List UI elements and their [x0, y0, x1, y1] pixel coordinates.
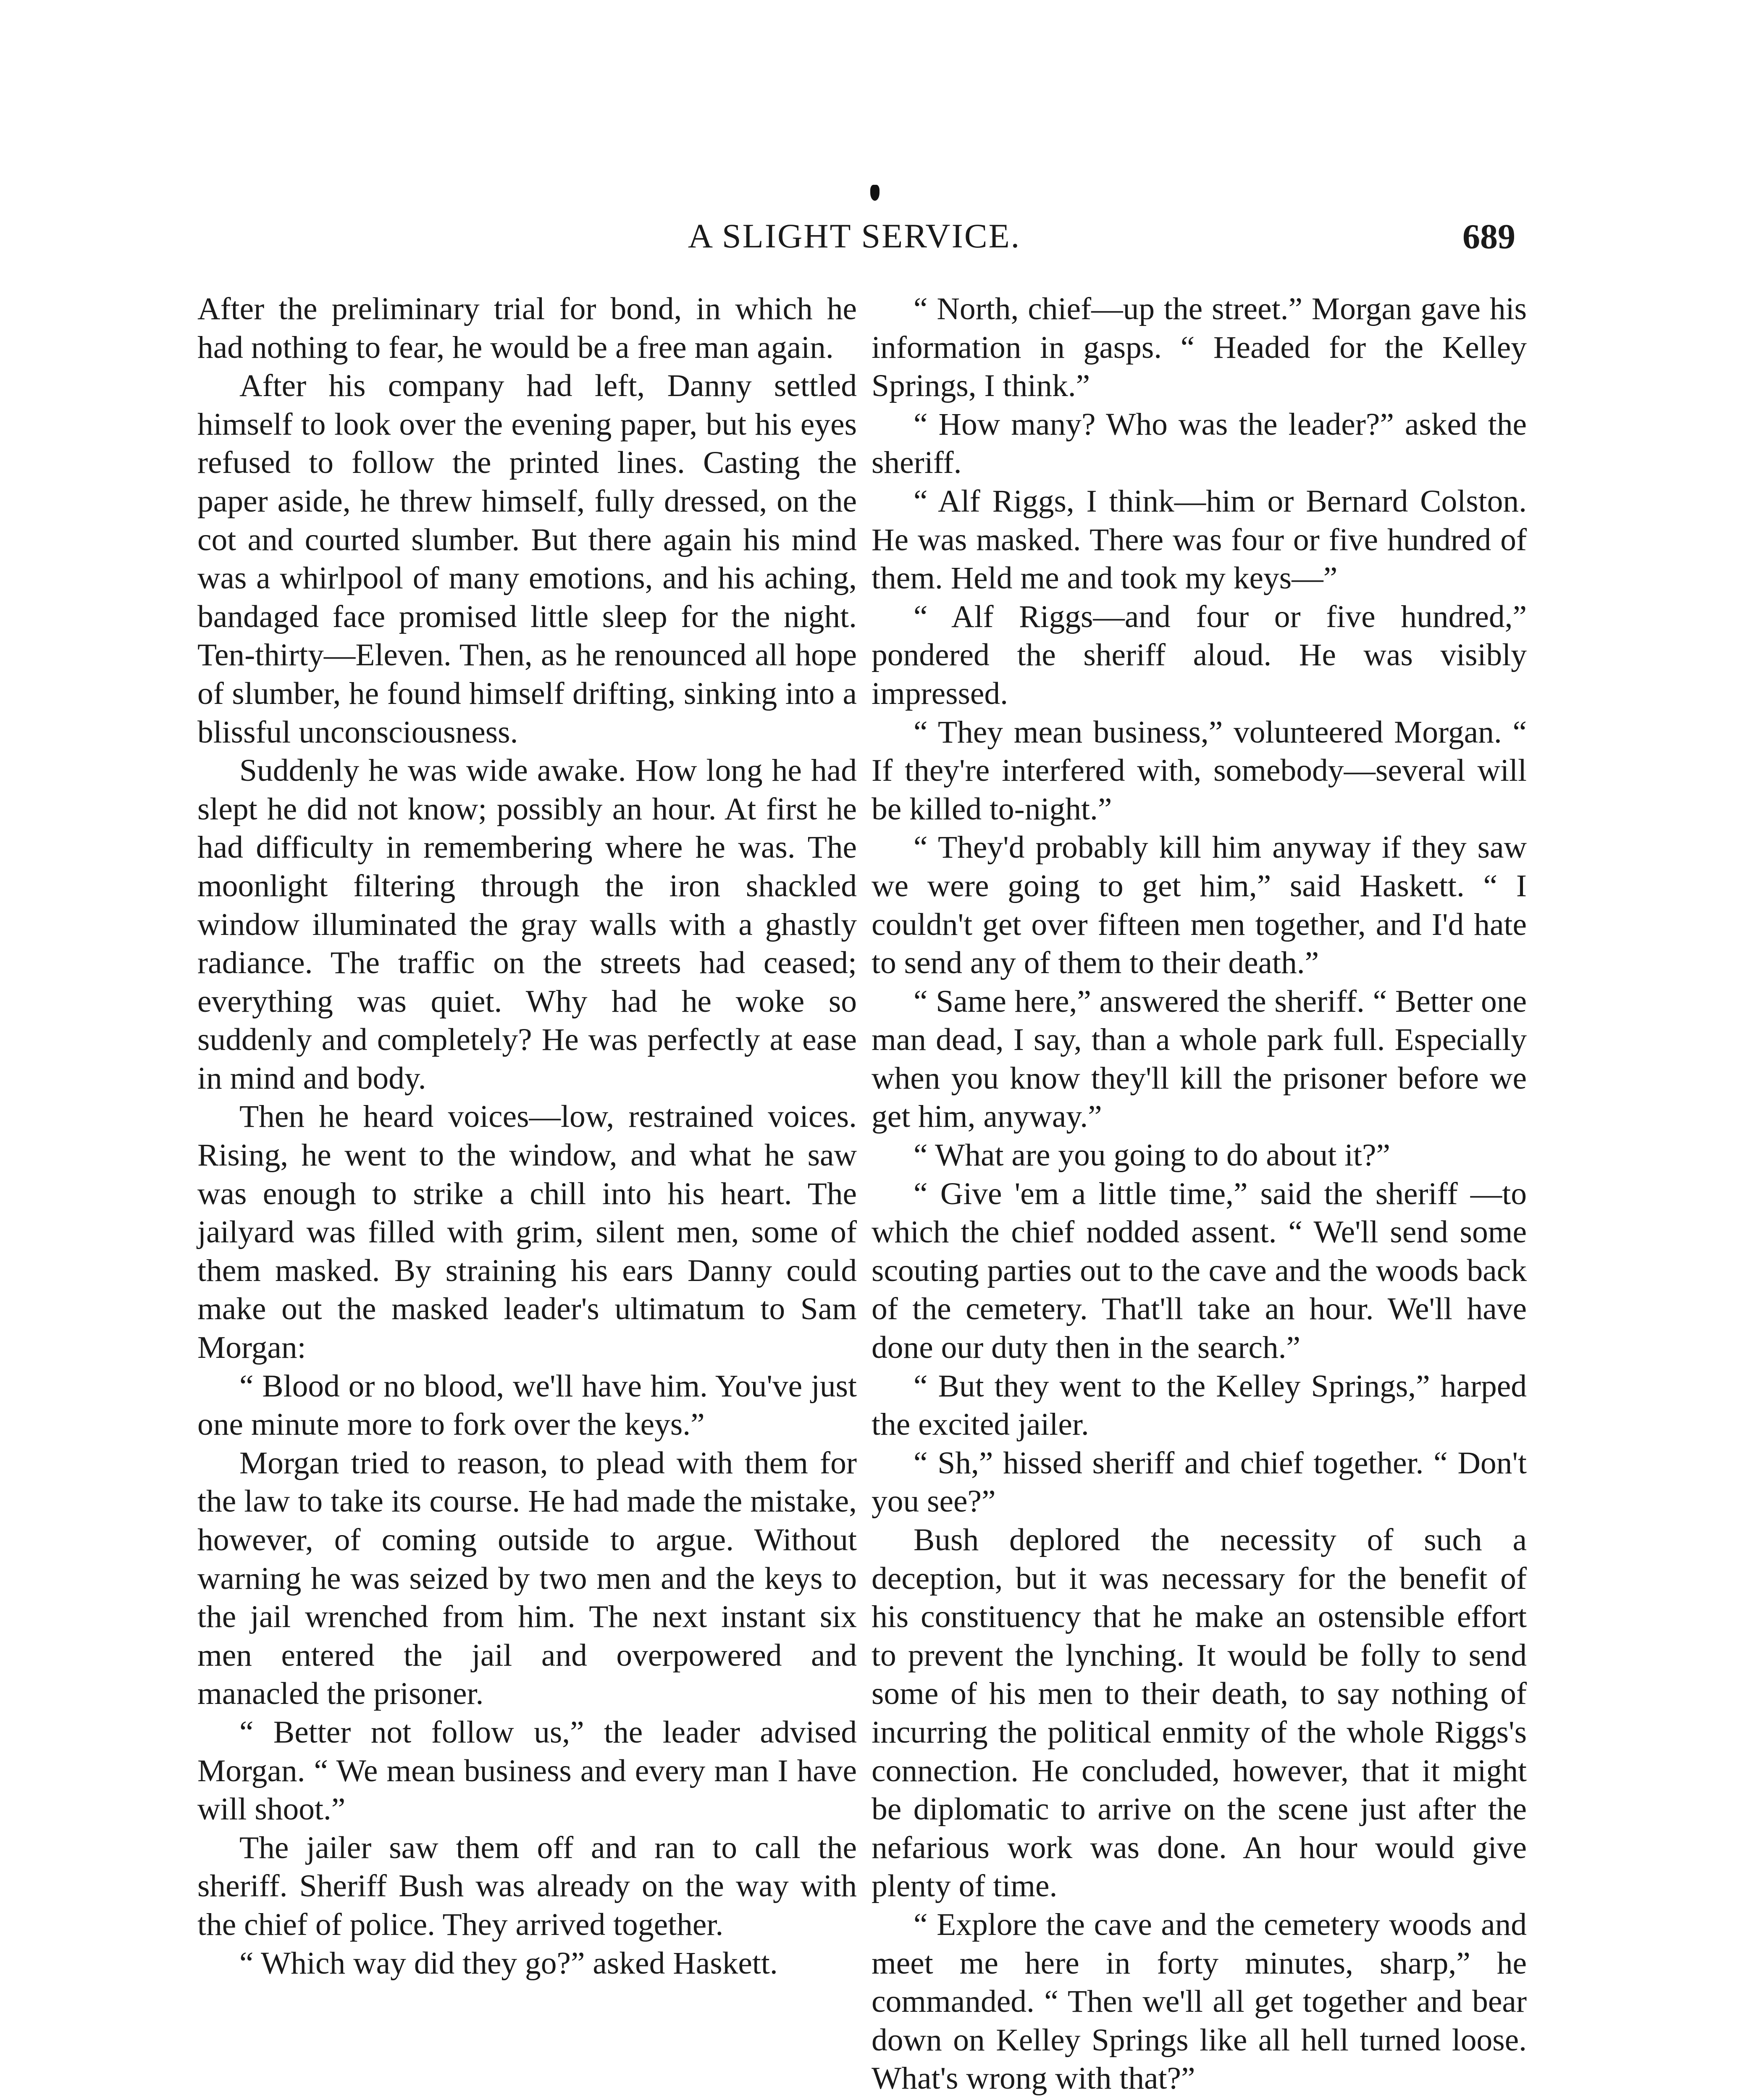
paragraph: “ Give 'em a little time,” said the sheriff —to which the chief nodded assent. “ We'll send some scouting parties out to the cave and the woods back of the cemetery. That'll take an hour. We'll have done our duty then in the search.” [872, 1176, 1527, 1365]
paragraph: “ Sh,” hissed sheriff and chief together. “ Don't you see?” [872, 1445, 1527, 1519]
paragraph: Then he heard voices—low, restrained voices. Rising, he went to the window, and what he saw was enough to strike a chill into his heart. The jailyard was filled with grim, silent men, some of them masked. By straining his ears Danny could make out the masked leader's ultimatum to Sam Morgan: [197, 1099, 857, 1365]
paragraph: “ They'd probably kill him anyway if they saw we were going to get him,” said Haskett. “ I couldn't get over fifteen men together, and I'd hate to send any of them to their death.” [872, 830, 1527, 981]
paragraph: “ Better not follow us,” the leader advised Morgan. “ We mean business and every man I have will shoot.” [197, 1714, 857, 1827]
paragraph: “ But they went to the Kelley Springs,” harped the excited jailer. [872, 1368, 1527, 1442]
left-column [197, 290, 857, 1982]
paragraph: “ Which way did they go?” asked Haskett. [239, 1945, 778, 1981]
paragraph: “ They mean business,” volunteered Morgan. “ If they're interfered with, somebody—several will be killed to-night.” [872, 714, 1527, 827]
running-header [193, 216, 1515, 262]
paragraph: “ Blood or no blood, we'll have him. You've just one minute more to fork over the keys.” [197, 1368, 857, 1442]
paragraph: Bush deplored the necessity of such a deception, but it was necessary for the benefit of his constituency that he make an ostensible effort to prevent the lynching. It would be folly to send some of his men to their death, to say nothing of incurring the political enmity of the whole Riggs's connection. He concluded, however, that it might be diplomatic to arrive on the scene just after the nefarious work was done. An hour would give plenty of time. [872, 1522, 1527, 1904]
paragraph: “ Alf Riggs—and four or five hundred,” pondered the sheriff aloud. He was visibly impressed. [872, 599, 1527, 711]
paragraph: Morgan tried to reason, to plead with them for the law to take its course. He had made the mistake, however, of coming outside to argue. Without warning he was seized by two men and the keys to the jail wrenched from him. The next instant six men entered the jail and overpowered and manacled the prisoner. [197, 1445, 857, 1712]
page-number: 689 [1462, 217, 1515, 256]
paragraph: “ North, chief—up the street.” Morgan gave his information in gasps. “ Headed for the Kelley Springs, I think.” [872, 291, 1527, 404]
paragraph: “ How many? Who was the leader?” asked the sheriff. [872, 407, 1527, 480]
paragraph: “ Alf Riggs, I think—him or Bernard Colston. He was masked. There was four or five hundred of them. Held me and took my keys—” [872, 483, 1527, 596]
paragraph: The jailer saw them off and ran to call the sheriff. Sheriff Bush was already on the way with the chief of police. They arrived together. [197, 1830, 857, 1942]
paragraph: After his company had left, Danny settled himself to look over the evening paper, but his eyes refused to follow the printed lines. Casting the paper aside, he threw himself, fully dressed, on the cot and courted slumber. But there again his mind was a whirlpool of many emotions, and his aching, bandaged face promised little sleep for the night. Ten-thirty—Eleven. Then, as he renounced all hope of slumber, he found himself drifting, sinking into a blissful unconsciousness. [197, 368, 857, 750]
paragraph: “ Same here,” answered the sheriff. “ Better one man dead, I say, than a whole park full. Especially when you know they'll kill the prisoner before we get him, anyway.” [872, 984, 1527, 1134]
running-title: A SLIGHT SERVICE. [688, 217, 1021, 255]
right-column [872, 290, 1527, 2098]
paragraph: Suddenly he was wide awake. How long he had slept he did not know; possibly an hour. At first he had difficulty in remembering where he was. The moonlight filtering through the iron shackled window illuminated the gray walls with a ghastly radiance. The traffic on the streets had ceased; everything was quiet. Why had he woke so suddenly and completely? He was perfectly at ease in mind and body. [197, 753, 857, 1096]
ink-blot-ornament [870, 185, 880, 201]
paragraph: “ What are you going to do about it?” [914, 1138, 1390, 1173]
paragraph: After the preliminary trial for bond, in which he had nothing to fear, he would be a free man again. [197, 291, 857, 365]
paragraph: “ Explore the cave and the cemetery woods and meet me here in forty minutes, sharp,” he commanded. “ Then we'll all get together and bear down on Kelley Springs like all hell turned loose. What's wrong with that?” [872, 1907, 1527, 2096]
